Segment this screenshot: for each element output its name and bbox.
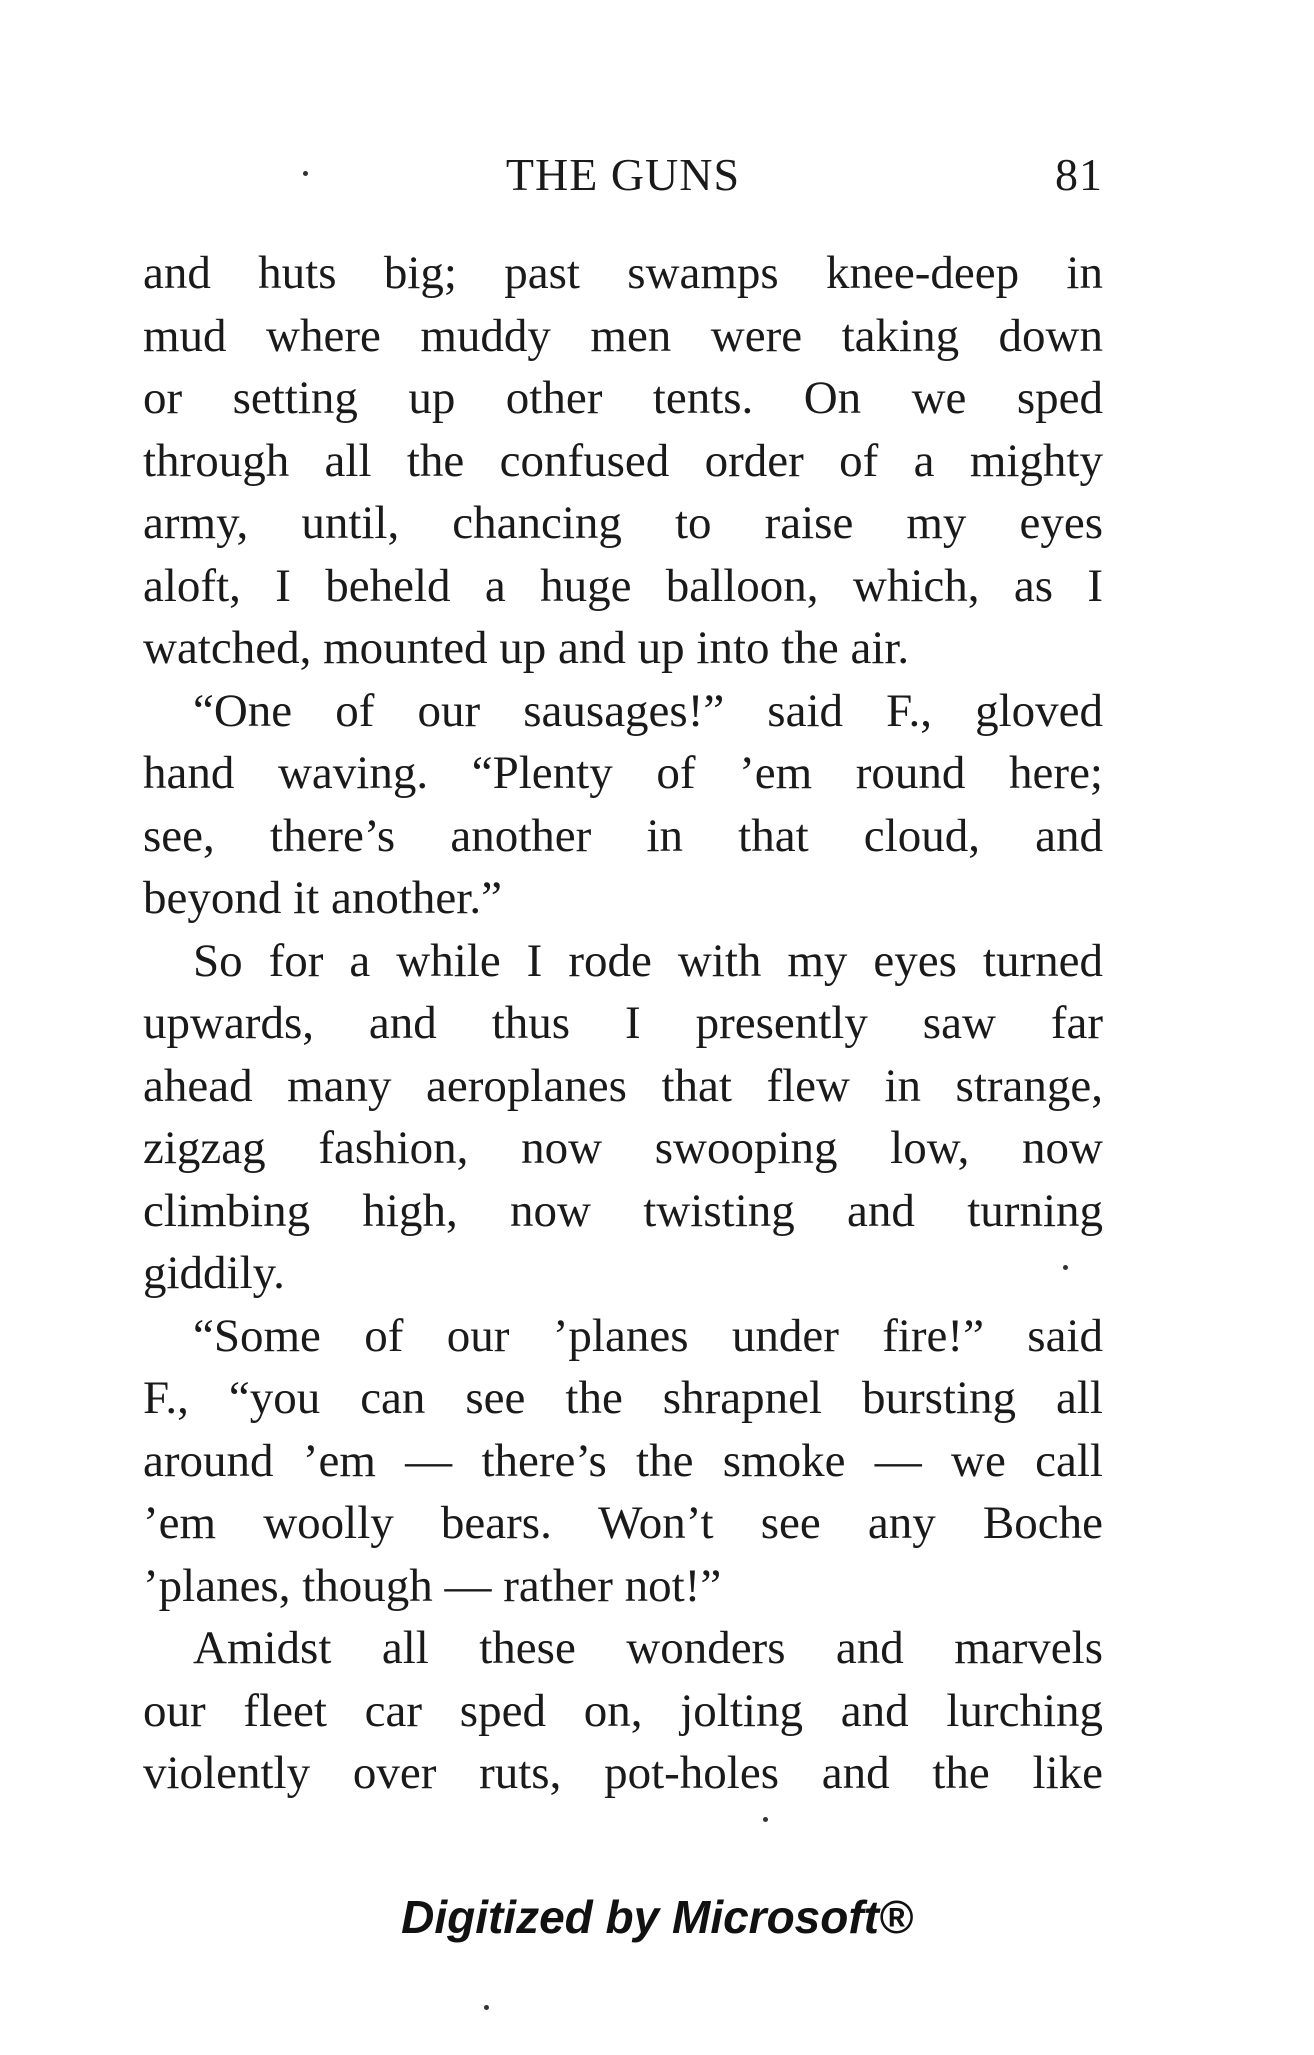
text-line: or setting up other tents. On we sped bbox=[143, 372, 1103, 424]
text-line: “Some of our ’planes under fire!” said bbox=[193, 1309, 1103, 1362]
text-line: aloft, I beheld a huge balloon, which, as I bbox=[143, 559, 1103, 612]
text-line: ahead many aeroplanes that flew in strange, bbox=[143, 1059, 1103, 1112]
text-line: ’em woolly bears. Won’t see any Boche bbox=[143, 1497, 1103, 1549]
text-line: violently over ruts, pot-holes and the like bbox=[143, 1747, 1103, 1799]
text-line: through all the confused order of a mighty bbox=[143, 434, 1103, 487]
text-line: army, until, chancing to raise my eyes bbox=[143, 497, 1103, 549]
text-line: giddily. bbox=[143, 1247, 285, 1299]
text-line: climbing high, now twisting and turning bbox=[143, 1184, 1103, 1237]
text-line: zigzag fashion, now swooping low, now bbox=[143, 1122, 1103, 1174]
text-line: see, there’s another in that cloud, and bbox=[143, 809, 1103, 862]
text-line: our fleet car sped on, jolting and lurching bbox=[143, 1684, 1103, 1737]
text-line: “One of our sausages!” said F., gloved bbox=[193, 684, 1103, 737]
text-line: F., “you can see the shrapnel bursting all bbox=[143, 1372, 1103, 1424]
text-line: around ’em — there’s the smoke — we call bbox=[143, 1434, 1103, 1487]
text-line: beyond it another.” bbox=[143, 872, 502, 924]
text-line: hand waving. “Plenty of ’em round here; bbox=[143, 747, 1103, 799]
scan-speck bbox=[763, 1817, 768, 1822]
running-title: THE GUNS bbox=[505, 149, 741, 200]
scan-speck bbox=[1063, 1265, 1068, 1270]
text-line: Amidst all these wonders and marvels bbox=[193, 1622, 1103, 1674]
text-line: and huts big; past swamps knee-deep in bbox=[143, 247, 1103, 299]
digitization-watermark: Digitized by Microsoft® bbox=[401, 1891, 913, 1943]
text-line: upwards, and thus I presently saw far bbox=[143, 997, 1103, 1049]
text-line: ’planes, though — rather not!” bbox=[143, 1559, 722, 1612]
running-head bbox=[143, 148, 1103, 208]
body-text bbox=[143, 242, 1103, 1805]
scan-speck bbox=[484, 2005, 489, 2010]
page-number: 81 bbox=[1055, 149, 1103, 200]
scan-speck bbox=[303, 171, 308, 176]
text-line: watched, mounted up and up into the air. bbox=[143, 622, 910, 674]
text-line: So for a while I rode with my eyes turned bbox=[193, 934, 1103, 987]
text-line: mud where muddy men were taking down bbox=[143, 309, 1103, 362]
